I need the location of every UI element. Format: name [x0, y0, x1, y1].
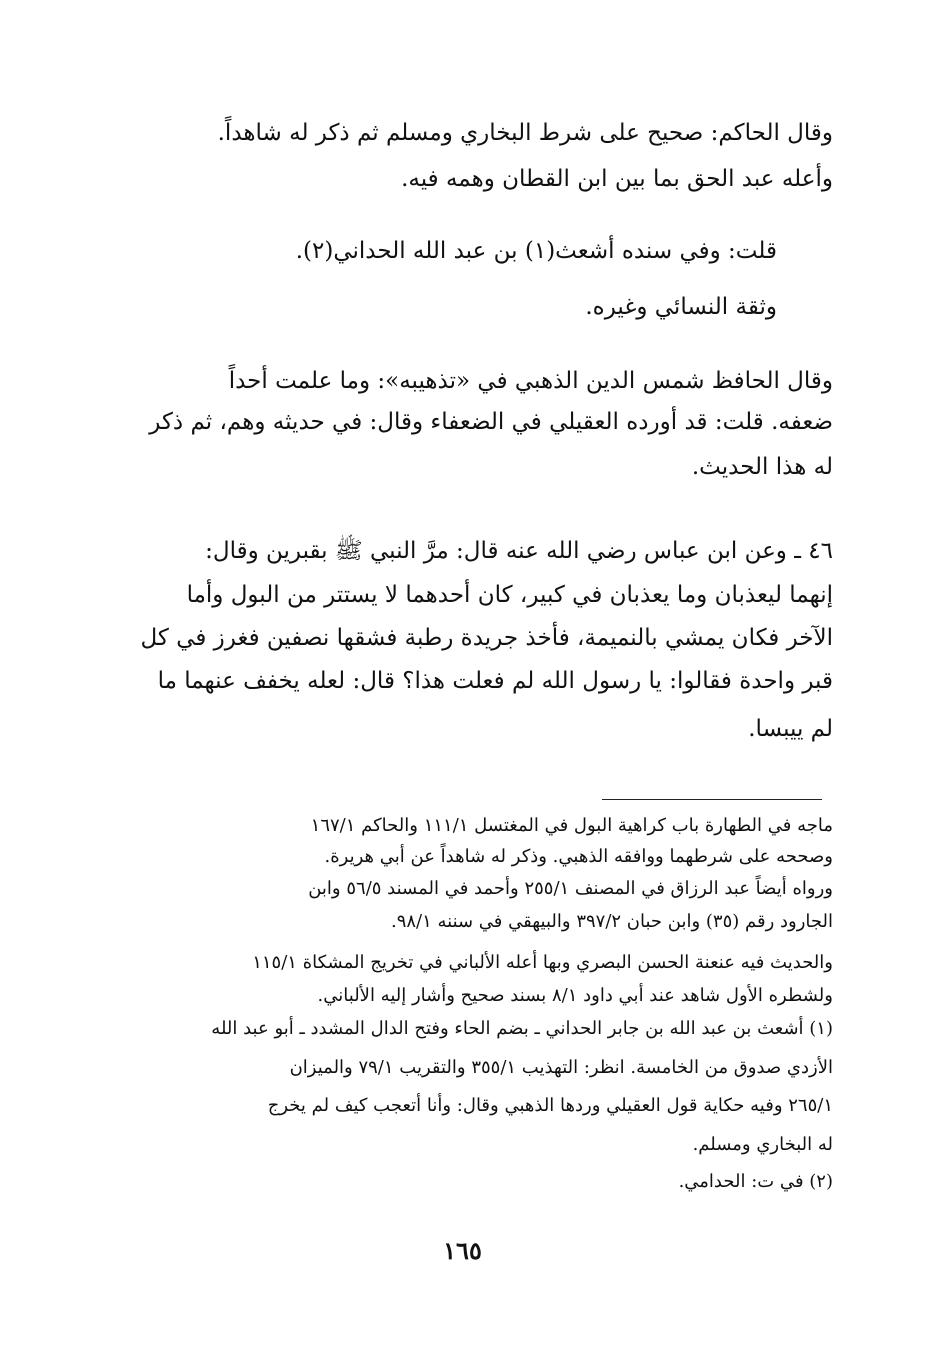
footnote-line: وصححه على شرطهما ووافقه الذهبي. وذكر له شاهداً عن أبي هريرة. — [324, 846, 833, 867]
footnote-line: ولشطره الأول شاهد عند أبي داود ٨/١ بسند صحيح وأشار إليه الألباني. — [317, 985, 833, 1006]
footnote-line: الجارود رقم (٣٥) وابن حبان ٣٩٧/٢ والبيهقي في سننه ٩٨/١. — [390, 911, 833, 932]
footnote-line: (٢) في ت: الحدامي. — [678, 1171, 833, 1192]
footnote-line: ورواه أيضاً عبد الرزاق في المصنف ٢٥٥/١ وأحمد في المسند ٥٦/٥ وابن — [308, 878, 833, 899]
hadith-line: إنهما ليعذبان وما يعذبان في كبير، كان أحدهما لا يستتر من البول وأما — [186, 582, 833, 608]
footnote-separator — [602, 799, 822, 800]
footnote-line: (١) أشعث بن عبد الله بن جابر الحداني ـ بضم الحاء وفتح الدال المشدد ـ أبو عبد الله — [211, 1018, 833, 1039]
hadith-line: الآخر فكان يمشي بالنميمة، فأخذ جريدة رطبة فشقها نصفين فغرز في كل — [140, 625, 833, 651]
text-line: وقال الحافظ شمس الدين الذهبي في «تذهيبه»: وما علمت أحداً — [228, 368, 833, 394]
hadith-line: لم ييبسا. — [748, 716, 833, 742]
footnote-line: ٢٦٥/١ وفيه حكاية قول العقيلي وردها الذهبي وقال: وأنا أتعجب كيف لم يخرج — [267, 1095, 833, 1116]
text-line: وثقة النسائي وغيره. — [585, 294, 777, 320]
footnote-line: والحديث فيه عنعنة الحسن البصري وبها أعله الألباني في تخريج المشكاة ١١٥/١ — [252, 952, 833, 973]
text-line: وقال الحاكم: صحيح على شرط البخاري ومسلم ثم ذكر له شاهداً. — [217, 120, 833, 146]
text-line: له هذا الحديث. — [691, 454, 833, 480]
footnote-line: ماجه في الطهارة باب كراهية البول في المغتسل ١١١/١ والحاكم ١٦٧/١ — [310, 815, 833, 836]
hadith-line: ٤٦ ـ وعن ابن عباس رضي الله عنه قال: مرَّ النبي ﷺ بقبرين وقال: — [205, 538, 833, 564]
page-number: ١٦٥ — [443, 1236, 482, 1265]
text-line: قلت: وفي سنده أشعث(١) بن عبد الله الحداني(٢). — [295, 238, 777, 264]
footnote-line: له البخاري ومسلم. — [692, 1134, 833, 1155]
hadith-line: قبر واحدة فقالوا: يا رسول الله لم فعلت هذا؟ قال: لعله يخفف عنهما ما — [157, 668, 833, 694]
text-line: وأعله عبد الحق بما بين ابن القطان وهمه فيه. — [401, 166, 833, 192]
footnote-line: الأزدي صدوق من الخامسة. انظر: التهذيب ٣٥٥/١ والتقريب ٧٩/١ والميزان — [289, 1057, 833, 1078]
text-line: ضعفه. قلت: قد أورده العقيلي في الضعفاء وقال: في حديثه وهم، ثم ذكر — [149, 409, 833, 435]
